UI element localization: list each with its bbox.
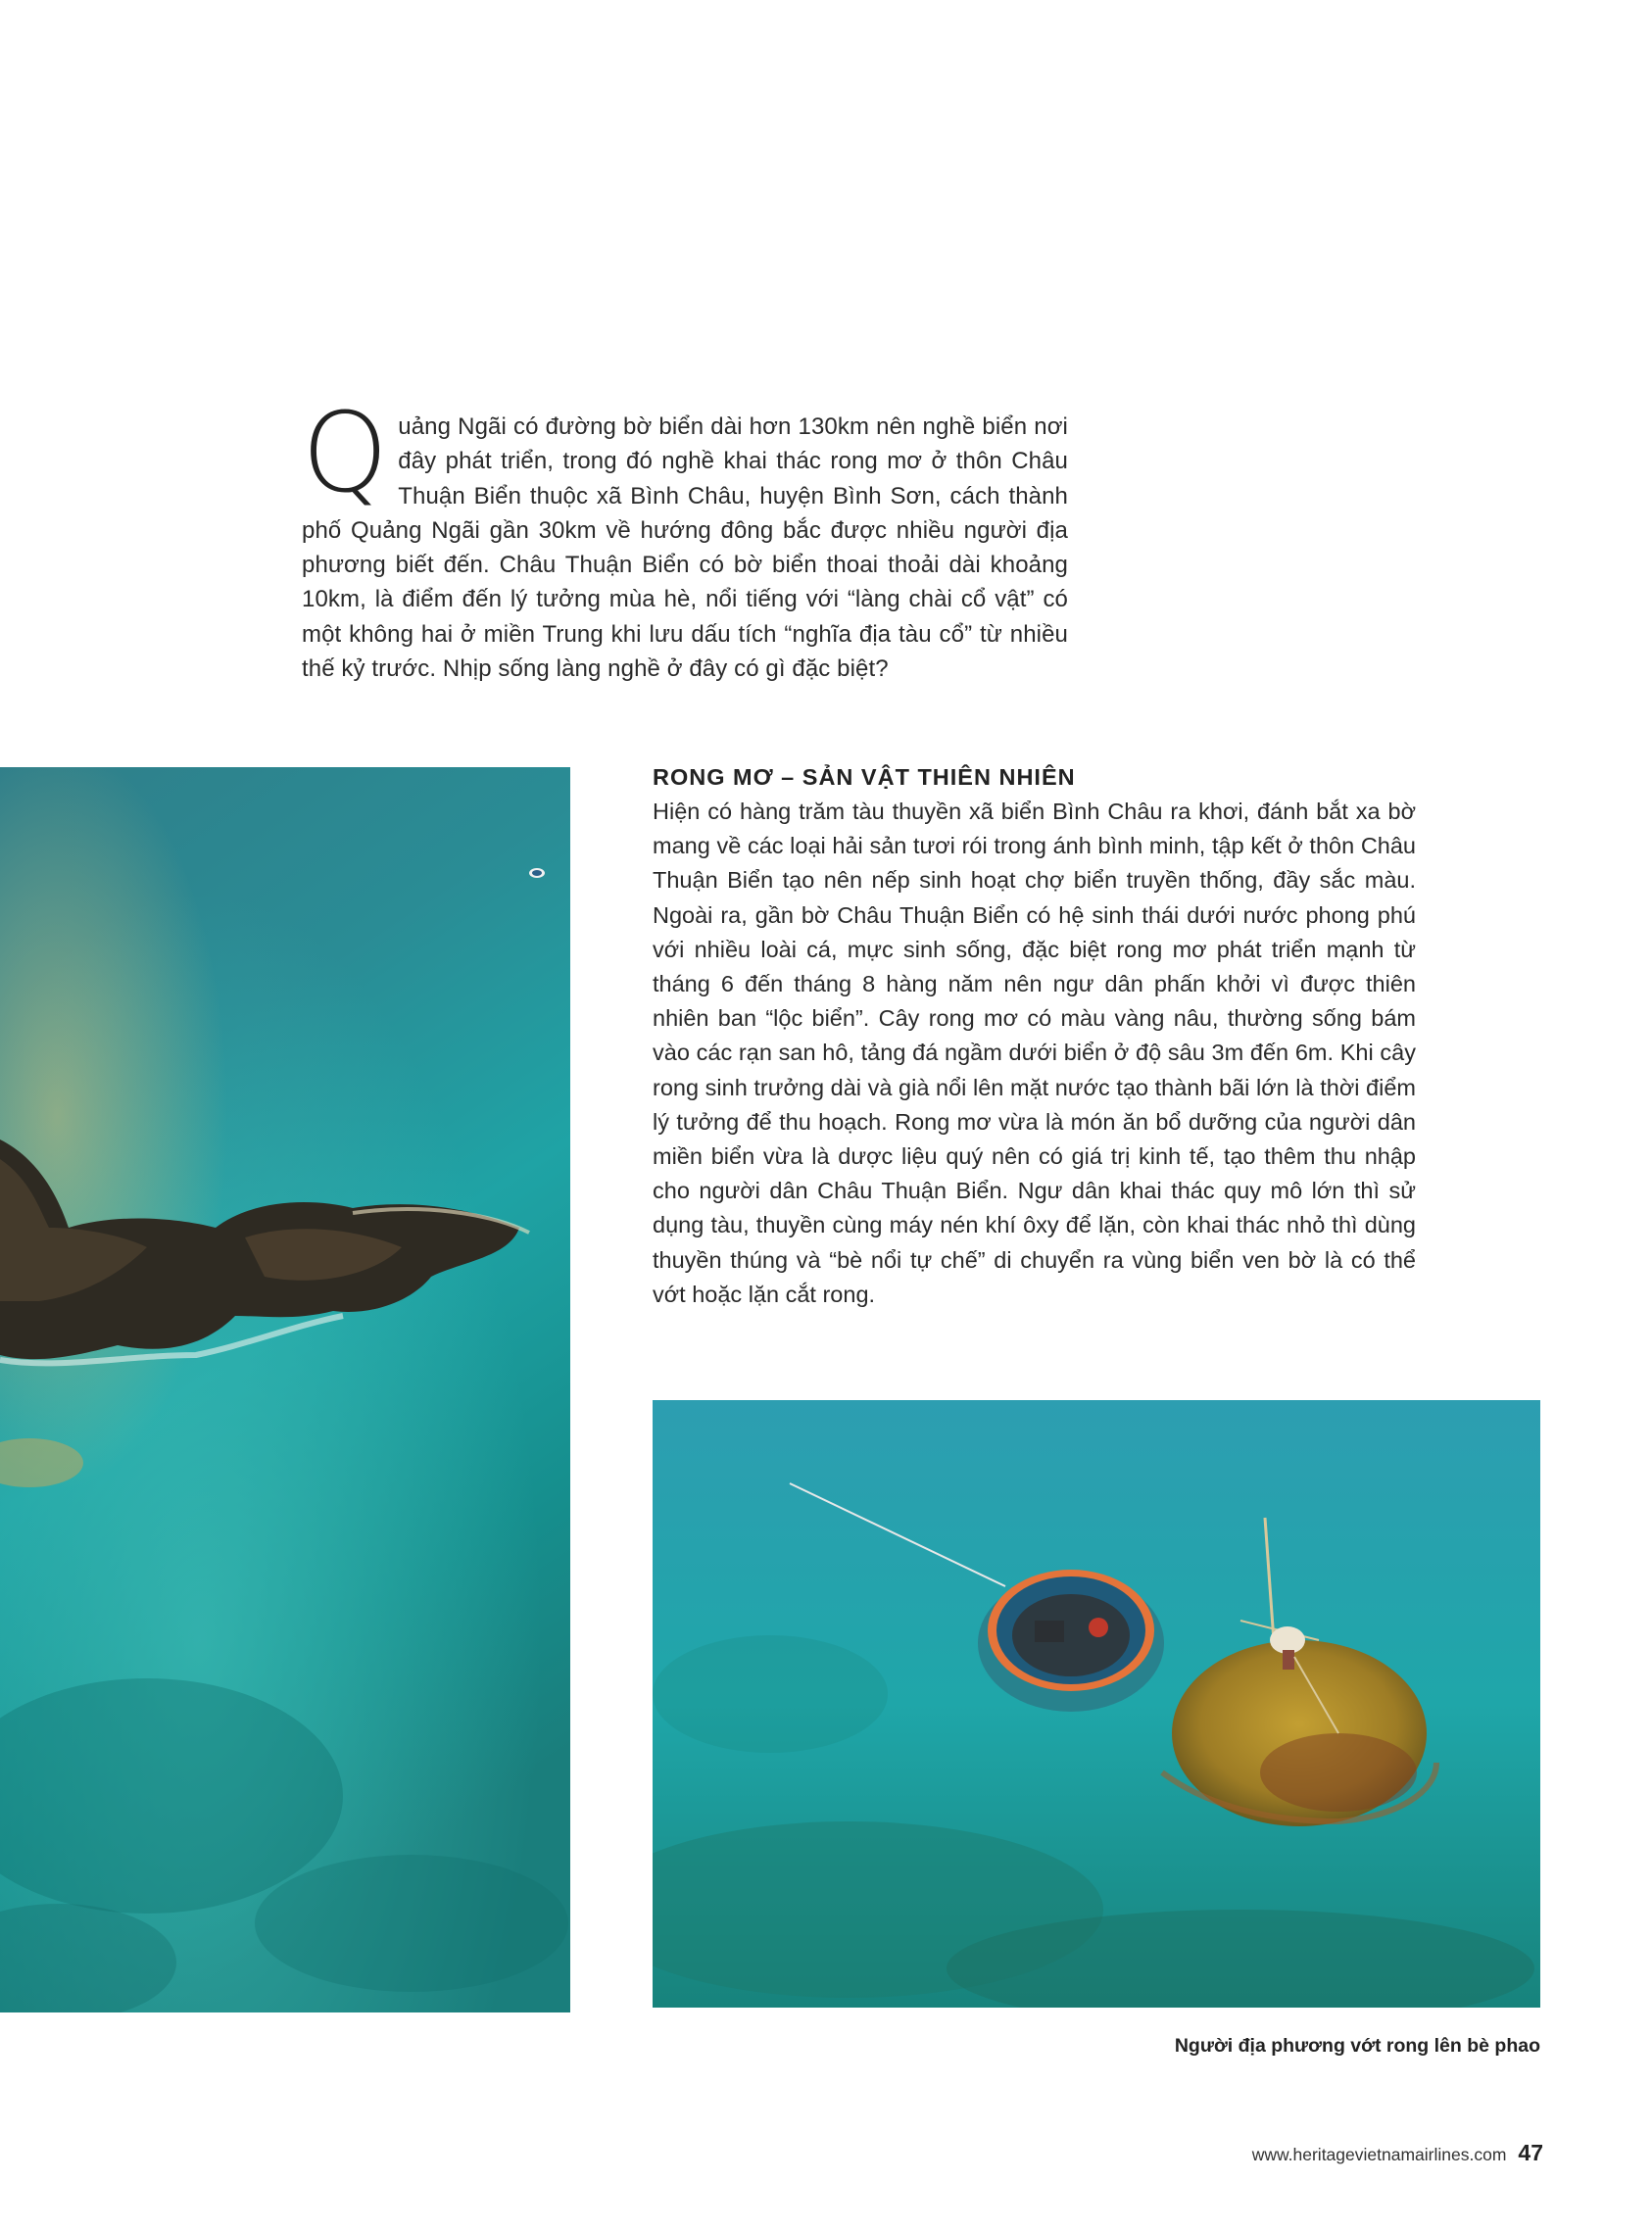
coastline-aerial-photo [0,767,570,2012]
section-body: Hiện có hàng trăm tàu thuyền xã biển Bình Châu ra khơi, đánh bắt xa bờ mang về các loại hải sản tươi rói trong ánh bình minh, tập kết ở thôn Châu Thuận Biển tạo nên nếp sinh hoạt chợ biển truyền thống, đầy sắc màu. Ngoài ra, gần bờ Châu Thuận Biển có hệ sinh thái dưới nước phong phú với nhiều loài cá, mực sinh sống, đặc biệt rong mơ phát triển mạnh từ tháng 6 đến tháng 8 hàng năm nên ngư dân phấn khởi vì được thiên nhiên ban “lộc biển”. Cây rong mơ có màu vàng nâu, thường sống bám vào các rạn san hô, tảng đá ngầm dưới biển ở độ sâu 3m đến 6m. Khi cây rong sinh trưởng dài và già nổi lên mặt nước tạo thành bãi lớn là thời điểm lý tưởng để thu hoạch. Rong mơ vừa là món ăn bổ dưỡng của người dân miền biển vừa là dược liệu quý nên có giá trị kinh tế, tạo thêm thu nhập cho người dân Châu Thuận Biển. Ngư dân khai thác quy mô lớn thì sử dụng tàu, thuyền cùng máy nén khí ôxy để lặn, còn khai thác nhỏ thì dùng thuyền thúng và “bè nổi tự chế” di chuyển ra vùng biển ven bờ là có thể vớt hoặc lặn cắt rong. [653,799,1416,1307]
website-url: www.heritagevietnamairlines.com [1251,2145,1507,2164]
drop-cap: Q [302,390,389,517]
page-footer [1252,2140,1543,2166]
intro-text: uảng Ngãi có đường bờ biển dài hơn 130km nên nghề biển nơi đây phát triển, trong đó nghề khai thác rong mơ ở thôn Châu Thuận Biển thuộc xã Bình Châu, huyện Bình Sơn, cách thành phố Quảng Ngãi gần 30km về hướng đông bắc được nhiều người địa phương biết đến. Châu Thuận Biển có bờ biển thoai thoải dài khoảng 10km, là điểm đến lý tưởng mùa hè, nổi tiếng với “làng chài cổ vật” có một không hai ở miền Trung khi lưu dấu tích “nghĩa địa tàu cổ” từ nhiều thế kỷ trước. Nhịp sống làng nghề ở đây có gì đặc biệt? [302,413,1068,683]
page-number: 47 [1518,2140,1543,2165]
photo-caption: Người địa phương vớt rong lên bè phao [1174,2035,1540,2057]
intro-paragraph [302,390,1068,686]
section-heading: RONG MƠ – SẢN VẬT THIÊN NHIÊN [653,764,1076,790]
seaweed-harvest-photo [653,1400,1540,2008]
